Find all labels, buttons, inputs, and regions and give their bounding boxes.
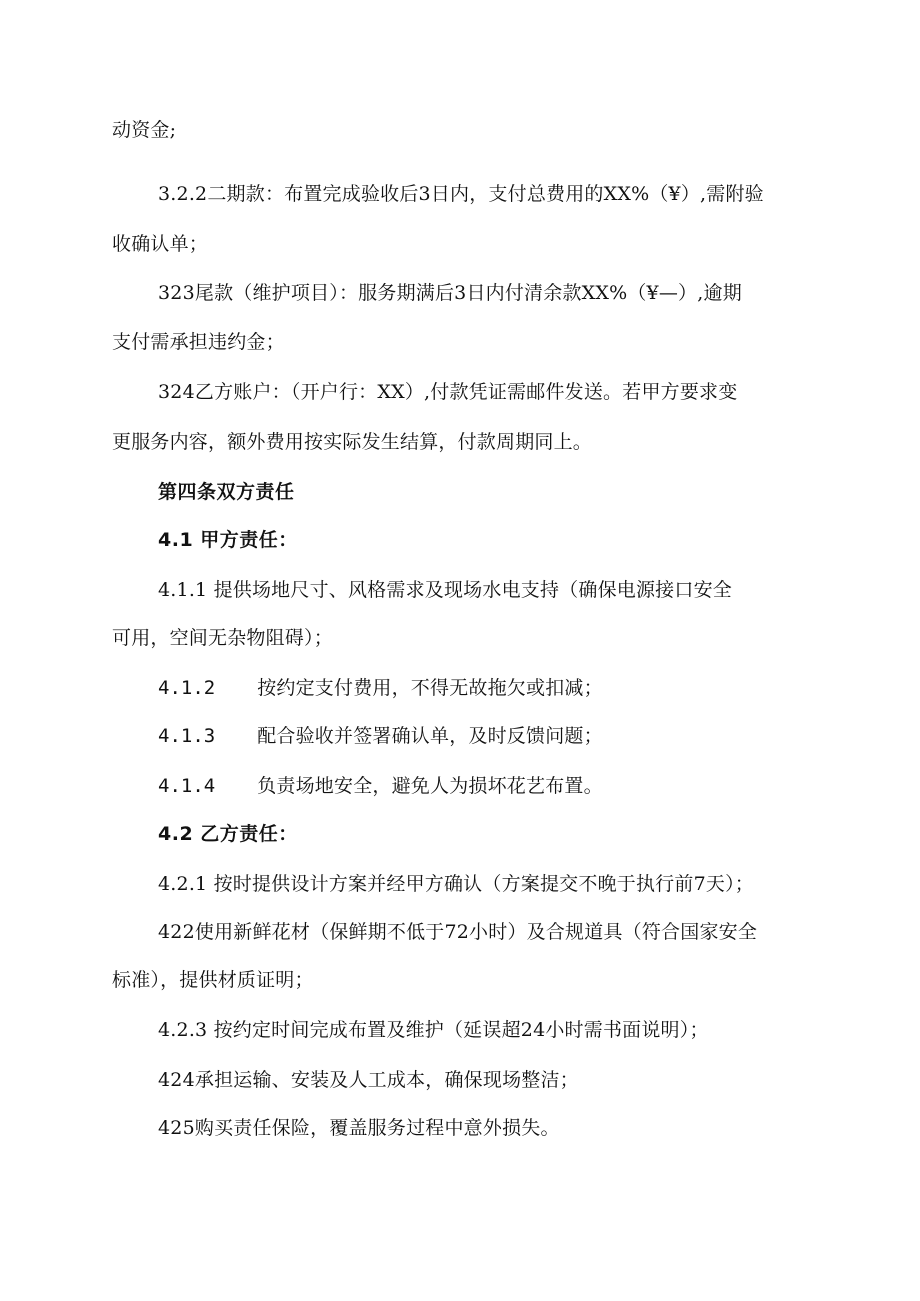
- item-number: 4.1.4: [158, 775, 216, 797]
- paragraph-line: 324乙方账户：（开户行：XX）,付款凭证需邮件发送。若甲方要求变: [158, 381, 738, 403]
- paragraph-line: 422使用新鲜花材（保鲜期不低于72小时）及合规道具（符合国家安全: [158, 921, 758, 943]
- paragraph-line: 4.1.1 提供场地尺寸、风格需求及现场水电支持（确保电源接口安全: [158, 579, 732, 601]
- subsection-heading: 4.1 甲方责任：: [158, 529, 298, 551]
- list-item: [158, 676, 603, 700]
- paragraph-line: 动资金;: [112, 119, 177, 141]
- paragraph-line: 收确认单；: [112, 233, 209, 255]
- item-number: 4.1.2: [158, 677, 216, 699]
- paragraph-line: 标准），提供材质证明；: [112, 969, 314, 991]
- item-text: 按约定支付费用，不得无故拖欠或扣减；: [257, 677, 603, 699]
- paragraph-line: 425购买责任保险，覆盖服务过程中意外损失。: [158, 1117, 560, 1139]
- item-text: 负责场地安全，避免人为损坏花艺布置。: [257, 775, 603, 797]
- paragraph-line: 可用，空间无杂物阻碍）；: [112, 627, 333, 649]
- item-text: 配合验收并签署确认单，及时反馈问题；: [257, 725, 603, 747]
- paragraph-line: 4.2.3 按约定时间完成布置及维护（延误超24小时需书面说明）；: [158, 1019, 709, 1041]
- paragraph-line: 424承担运输、安装及人工成本，确保现场整洁；: [158, 1069, 579, 1091]
- item-number: 4.1.3: [158, 725, 216, 747]
- paragraph-line: 323尾款（维护项目）：服务期满后3日内付清余款XX%（¥—）,逾期: [158, 282, 742, 304]
- list-item: [158, 724, 603, 748]
- paragraph-line: 4.2.1 按时提供设计方案并经甲方确认（方案提交不晚于执行前7天）；: [158, 873, 754, 895]
- subsection-heading: 4.2 乙方责任：: [158, 823, 298, 845]
- paragraph-line: 支付需承担违约金；: [112, 331, 285, 353]
- paragraph-line: 更服务内容，额外费用按实际发生结算，付款周期同上。: [112, 431, 593, 453]
- list-item: [158, 774, 603, 798]
- section-heading: 第四条双方责任: [158, 481, 295, 503]
- paragraph-line: 3.2.2二期款：布置完成验收后3日内，支付总费用的XX%（¥）,需附验: [158, 183, 764, 205]
